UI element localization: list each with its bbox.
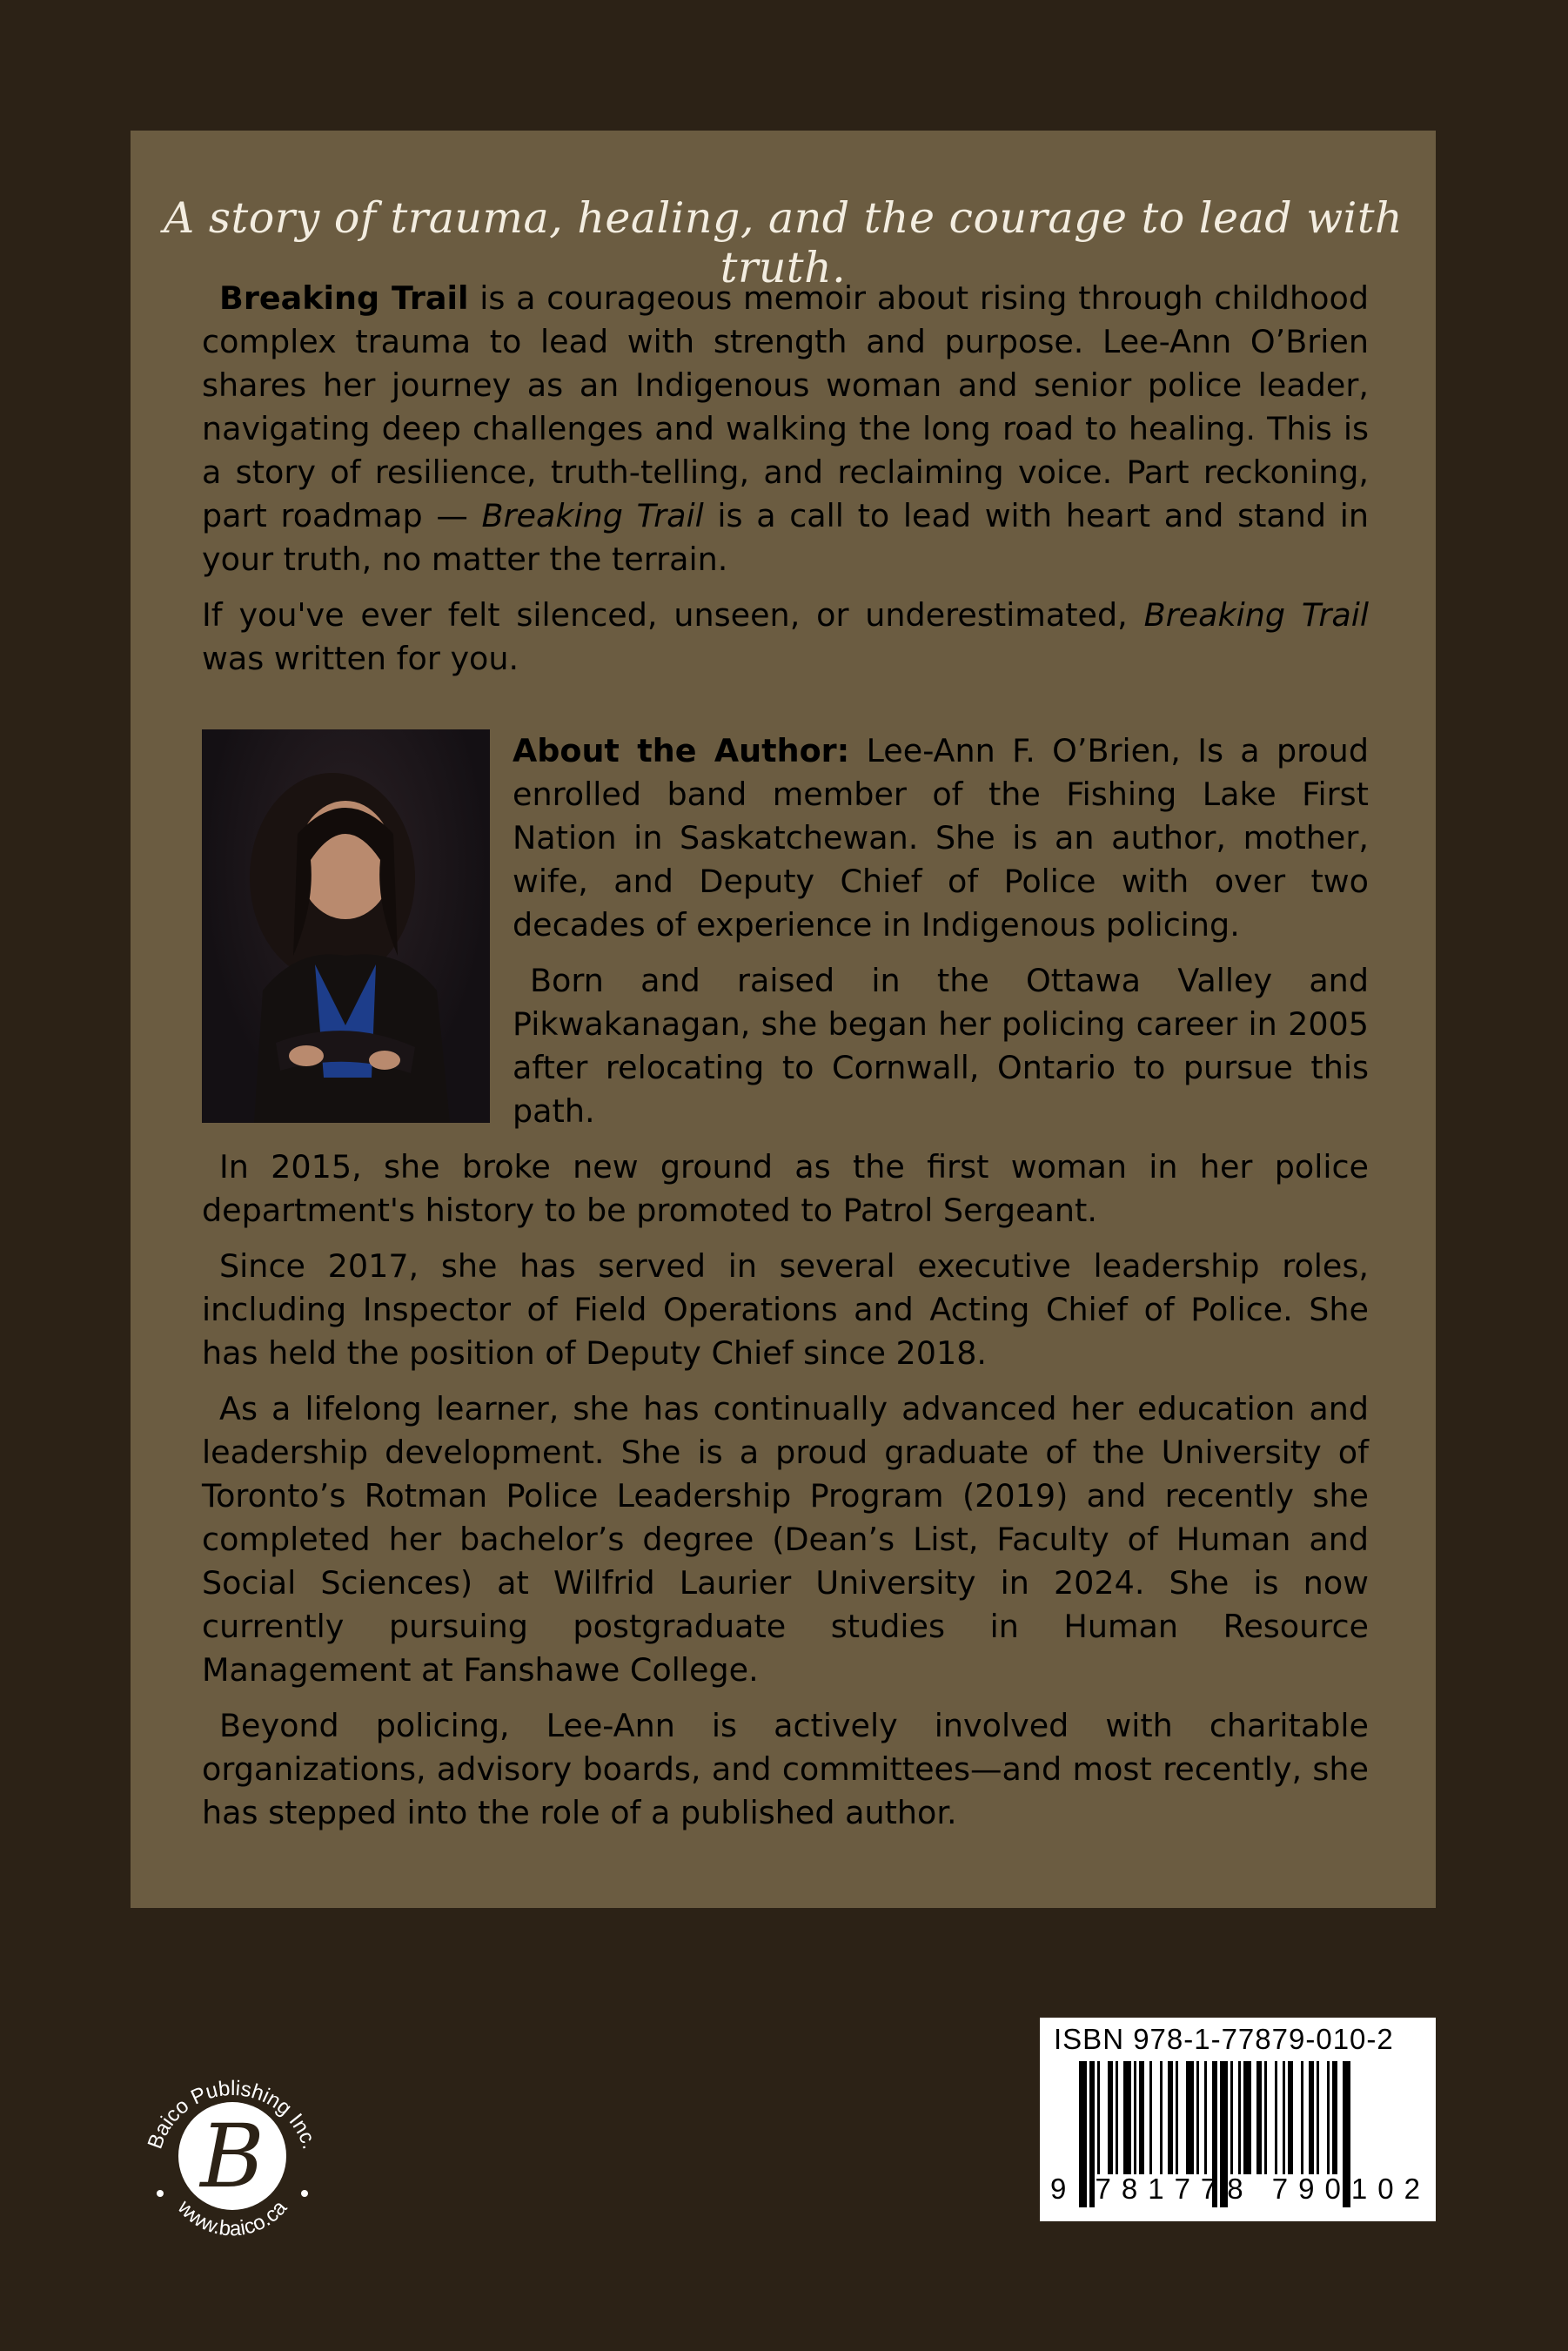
publisher-name: Baico Publishing Inc. (143, 2076, 322, 2153)
isbn-digits: 9 781778 790102 (1050, 2173, 1431, 2205)
barcode-bar (1123, 2061, 1131, 2174)
author-paragraph-4: Since 2017, she has served in several executive leadership roles, including Inspector of Field Operations and Acting Chief of Police. She has held the position of Deputy Chief since 2018. (202, 1247, 1369, 1372)
barcode-bar (1317, 2061, 1319, 2174)
author-paragraph-2: Born and raised in the Ottawa Valley and Pikwakanagan, she began her policing career in 2005 after relocating to Cornwall, Ontario to pursue this path. (513, 962, 1369, 1130)
barcode-bar (1332, 2061, 1337, 2174)
barcode-bar (1196, 2061, 1199, 2174)
book-title: Breaking Trail (219, 279, 469, 317)
publisher-letter: B (200, 2106, 265, 2207)
book-title-italic: Breaking Trail (481, 497, 704, 534)
author-paragraph-5: As a lifelong learner, she has continually advanced her education and leadership development. She is a proud graduate of the University of Toronto’s Rotman Police Leadership Program (2019) and recently she completed her bachelor’s degree (Dean’s List, Faculty of Human and Social Sciences) at Wilfrid Laurier University in 2024. She is now currently pursuing postgraduate studies in Human Resource Management at Fanshawe College. (202, 1390, 1369, 1689)
author-heading: About the Author: (513, 732, 850, 769)
about-author (202, 729, 1369, 1847)
isbn-label: ISBN 978-1-77879-010-2 (1054, 2023, 1394, 2055)
barcode-bar (1186, 2061, 1194, 2174)
barcode-bar (1160, 2061, 1163, 2174)
barcode-bar (1243, 2061, 1251, 2174)
isbn-barcode-box (1040, 2018, 1436, 2221)
barcode-bar (1275, 2061, 1277, 2174)
barcode-bar (1168, 2061, 1173, 2174)
barcode-bar (1256, 2061, 1262, 2174)
author-paragraph-3: In 2015, she broke new ground as the first woman in her police department's history to be promoted to Patrol Sergeant. (202, 1148, 1369, 1229)
book-description (202, 277, 1369, 693)
barcode-bar (1134, 2061, 1136, 2174)
author-photo (202, 729, 490, 1123)
author-paragraph-6: Beyond policing, Lee-Ann is actively involved with charitable organizations, advisory boards, and committees—and most recently, she has stepped into the role of a published author. (202, 1707, 1369, 1831)
tagline: A story of trauma, healing, and the courage to lead with truth. (163, 193, 1404, 292)
publisher-url: www.baico.ca (172, 2195, 292, 2241)
author-paragraph-1: About the Author: Lee-Ann F. O’Brien, Is a proud enrolled band member of the Fishing Lake First Nation in Saskatchewan. She is an author, mother, wife, and Deputy Chief of Police with over two decades of experience in Indigenous policing. (513, 732, 1369, 944)
barcode-bar (1108, 2061, 1113, 2174)
barcode-bar (1230, 2061, 1233, 2174)
barcode-bar (1097, 2061, 1100, 2174)
barcode-bar (1204, 2061, 1207, 2174)
barcode-bar (1264, 2061, 1267, 2174)
barcode-bar (1116, 2061, 1118, 2174)
barcode-bar (1139, 2061, 1144, 2174)
barcode-bar (1238, 2061, 1241, 2174)
barcode-bar (1309, 2061, 1314, 2174)
barcode-bar (1176, 2061, 1178, 2174)
barcode-bar (1327, 2061, 1330, 2174)
description-paragraph-2: If you've ever felt silenced, unseen, or underestimated, Breaking Trail was written for you. (202, 596, 1369, 677)
barcode-bar (1283, 2061, 1285, 2174)
barcode-bar (1288, 2061, 1293, 2174)
barcode-bar (1149, 2061, 1152, 2174)
barcode-bar (1301, 2061, 1303, 2174)
description-paragraph-1: Breaking Trail is a courageous memoir about rising through childhood complex trauma to lead with strength and purpose. Lee-Ann O’Brien shares her journey as an Indigenous woman and senior police leader, navigating deep challenges and walking the long road to healing. This is a story of resilience, truth-telling, and reclaiming voice. Part reckoning, part roadmap — Breaking Trail is a call to lead with heart and stand in your truth, no matter the terrain. (202, 279, 1369, 578)
book-title-italic: Breaking Trail (1143, 596, 1369, 634)
publisher-logo (124, 2047, 341, 2265)
